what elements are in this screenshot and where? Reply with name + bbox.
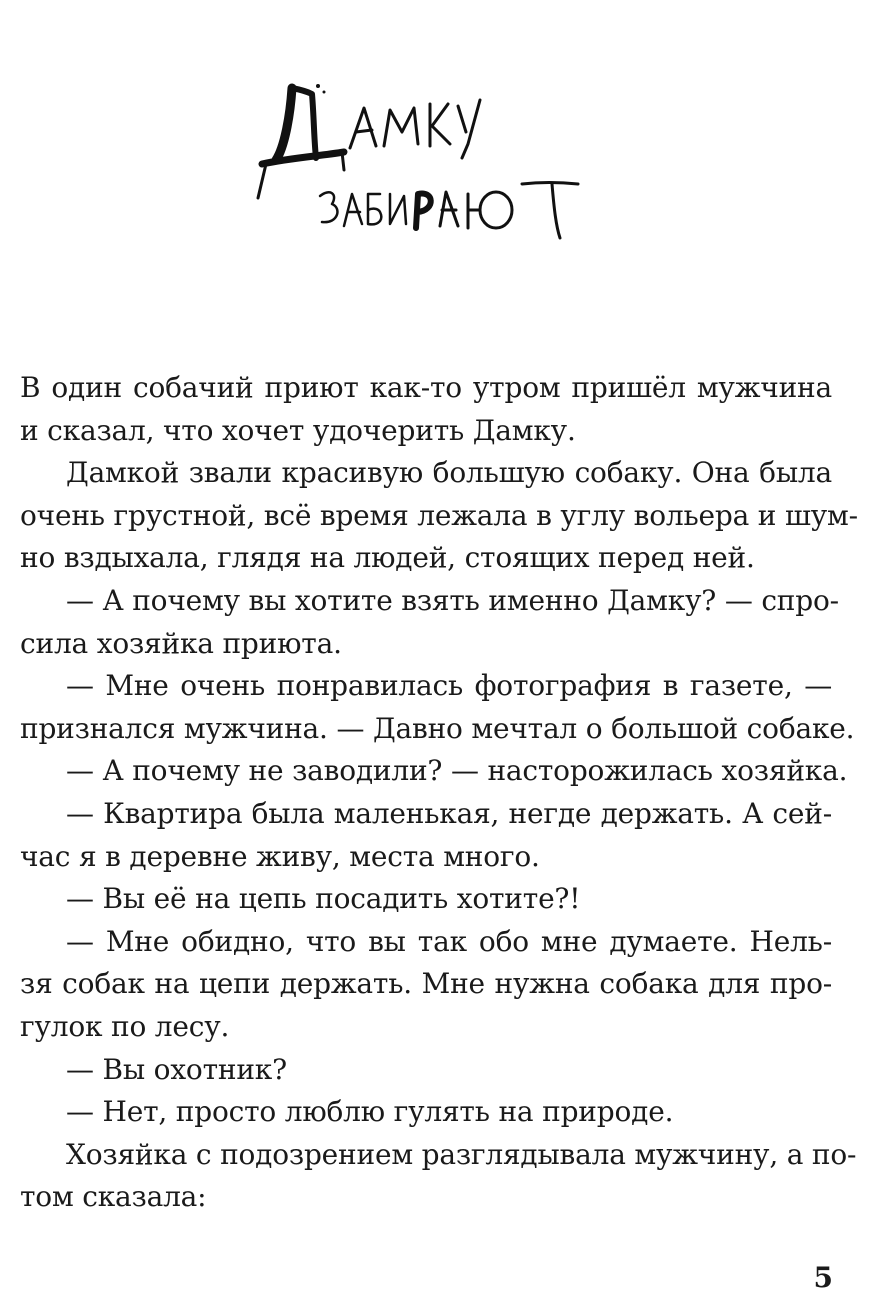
text-line: но вздыхала, глядя на людей, стоящих перед ней. — [20, 541, 755, 575]
text-line: признался мужчина. — Давно мечтал о большой собаке. — [20, 711, 855, 745]
text-line: зя собак на цепи держать. Мне нужна собака для про- — [20, 967, 832, 1001]
page-number: 5 — [813, 1261, 833, 1294]
text-line: — Мне обидно, что вы так обо мне думаете. Нель- — [66, 924, 832, 958]
text-line: сила хозяйка приюта. — [20, 626, 342, 660]
text-line: — Квартира была маленькая, негде держать. А сей- — [66, 796, 832, 830]
text-line: — Вы её на цепь посадить хотите?! — [66, 882, 581, 916]
text-line: В один собачий приют как-то утром пришёл мужчина — [20, 371, 832, 404]
story-text — [20, 367, 858, 1219]
text-line: Дамкой звали красивую большую собаку. Она была — [66, 456, 832, 490]
text-line: том сказала: — [20, 1180, 207, 1214]
text-line: гулок по лесу. — [20, 1009, 230, 1043]
chapter-title — [240, 48, 620, 248]
text-line: Хозяйка с подозрением разглядывала мужчину, а по- — [66, 1137, 857, 1171]
text-line: — Нет, просто люблю гулять на природе. — [66, 1095, 674, 1129]
text-line: — Вы охотник? — [66, 1052, 287, 1086]
handwritten-title-art — [240, 48, 620, 248]
text-line: час я в деревне живу, места много. — [20, 839, 540, 873]
text-line: и сказал, что хочет удочерить Дамку. — [20, 413, 576, 447]
text-line: — А почему вы хотите взять именно Дамку? — спро- — [66, 583, 839, 617]
text-line: — Мне очень понравилась фотография в газете, — — [66, 669, 832, 703]
text-line: очень грустной, всё время лежала в углу вольера и шум- — [20, 498, 858, 532]
text-line: — А почему не заводили? — насторожилась хозяйка. — [66, 754, 848, 788]
